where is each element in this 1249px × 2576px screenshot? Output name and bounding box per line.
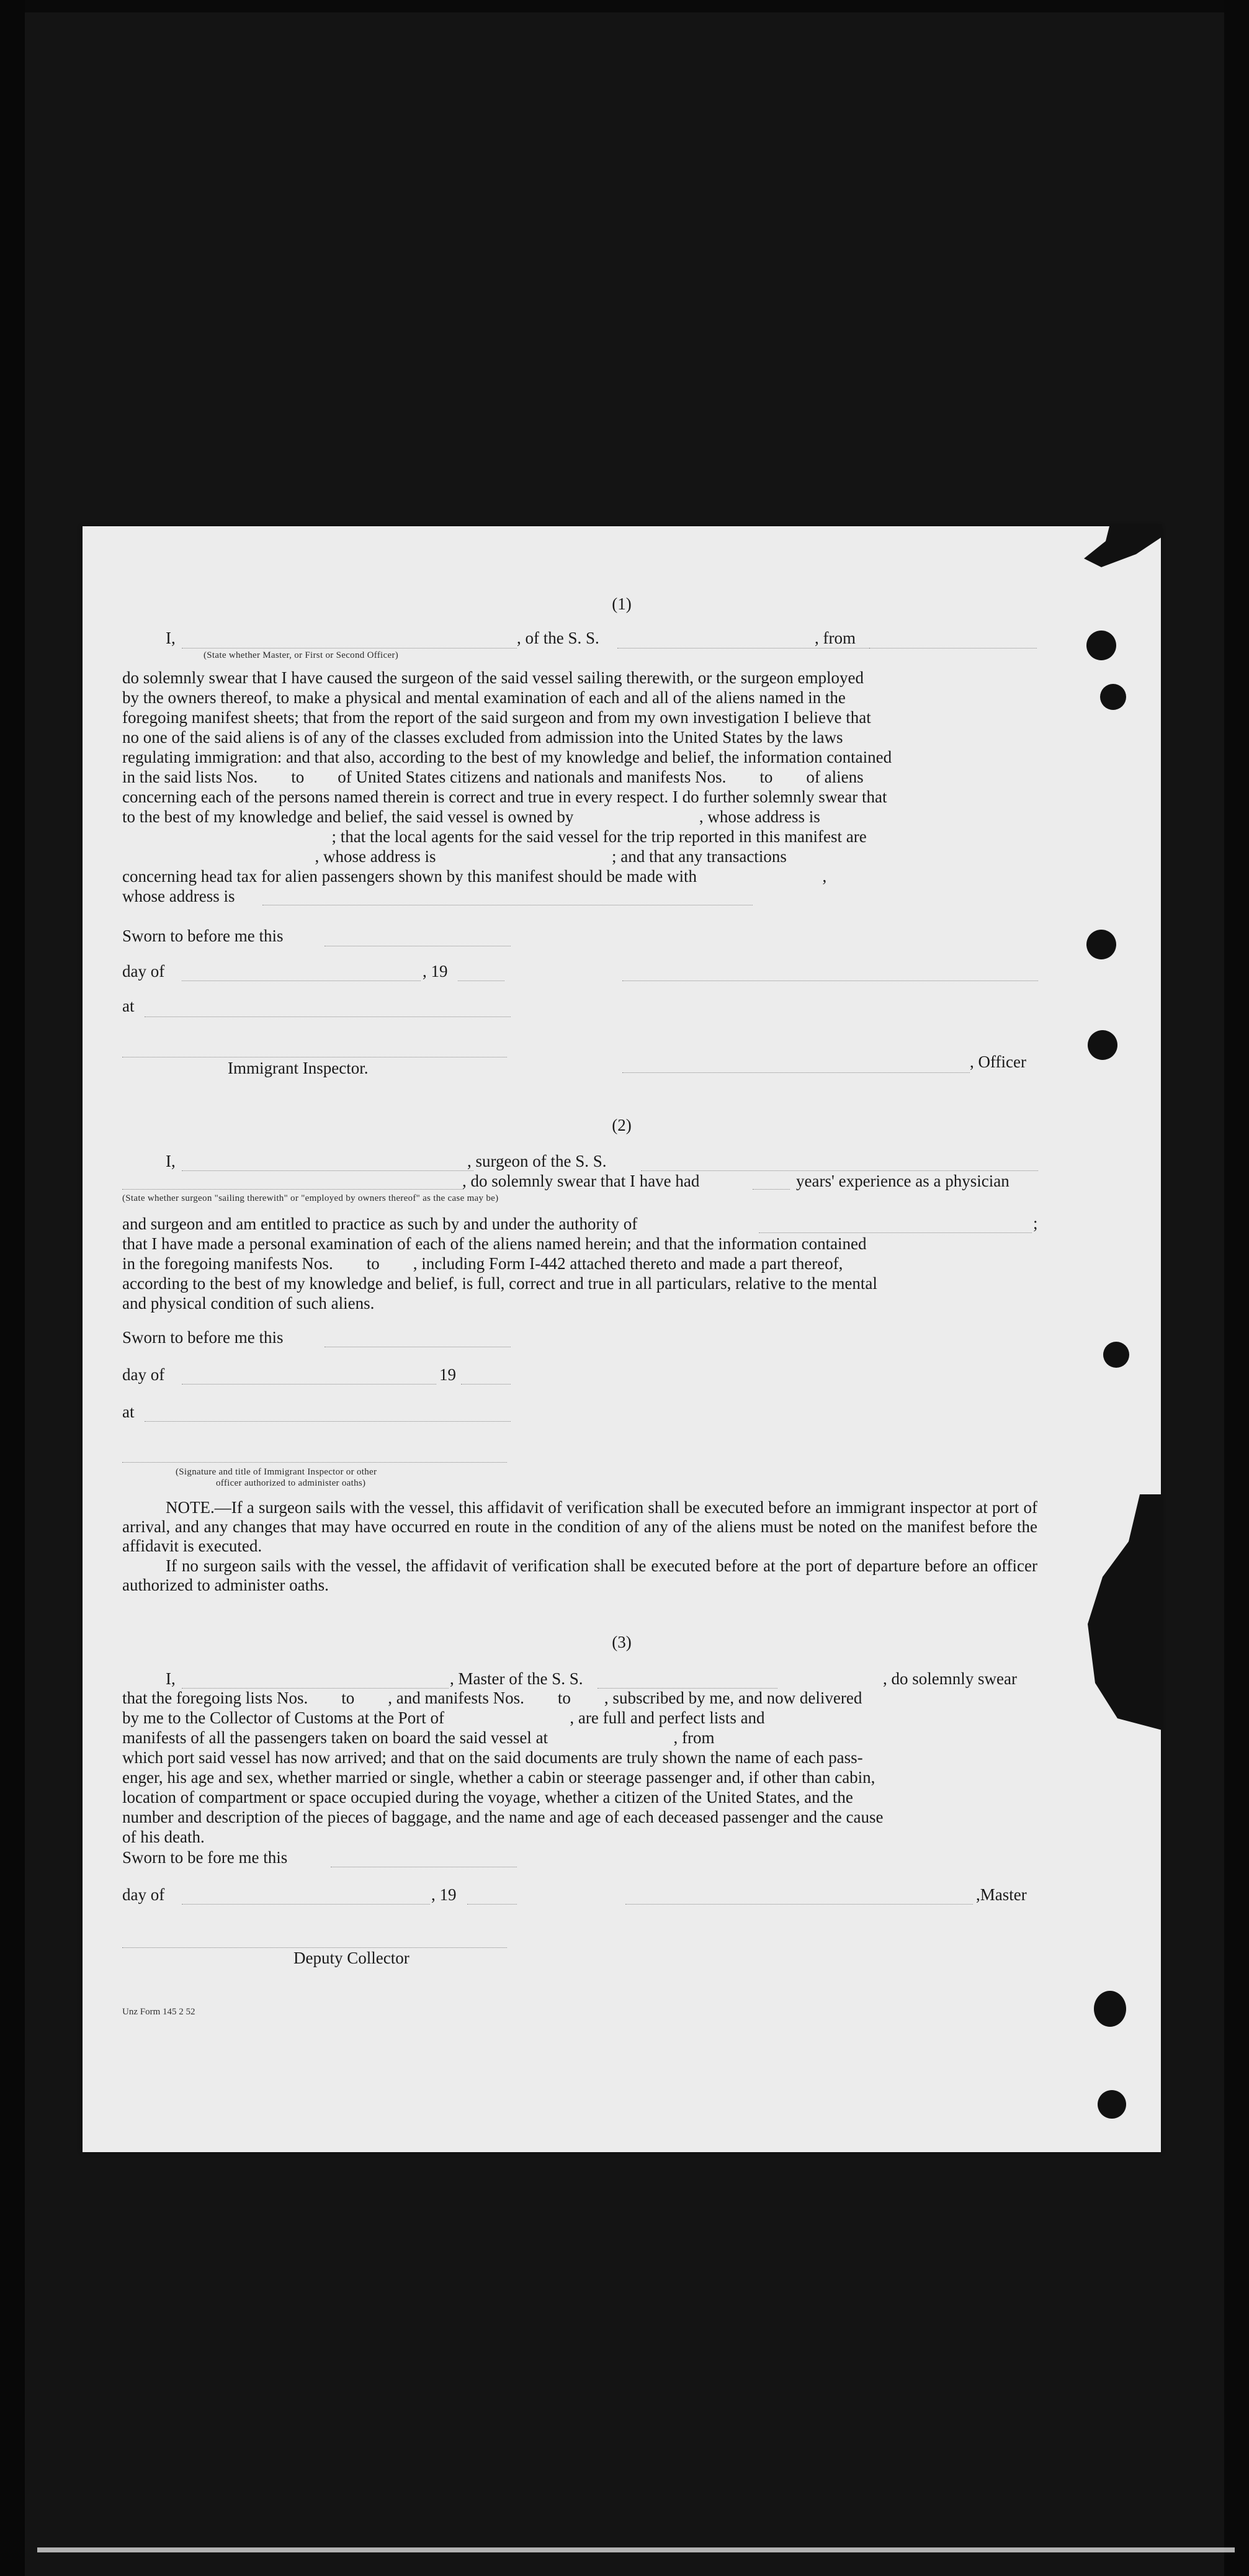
caption-officer: (State whether Master, or First or Second Officer) [204, 650, 399, 660]
paragraph-line: which port said vessel has now arrived; and that on the said documents are truly shown the name of each pass- [122, 1748, 863, 1767]
note-1: NOTE.—If a surgeon sails with the vessel, this affidavit of verification shall be executed before an immigrant inspector at port of arrival, and any changes that may have occurred en route in the condition of any of the aliens must be noted on the manifest before the affidavit is executed. [122, 1498, 1037, 1555]
paragraph-line: whose address is [122, 887, 235, 905]
paragraph-line: number and description of the pieces of baggage, and the name and age of each deceased passenger and the cause [122, 1808, 884, 1826]
section-1-number: (1) [612, 595, 632, 613]
punch-hole [1103, 1342, 1129, 1368]
signature-line-2[interactable] [122, 1462, 507, 1463]
punch-hole [1098, 2090, 1126, 2119]
punch-hole [1086, 930, 1116, 959]
paragraph-line: of his death. [122, 1828, 205, 1846]
immigrant-inspector-label: Immigrant Inspector. [228, 1059, 369, 1077]
section-1-of-ss: , of the S. S. [517, 629, 599, 647]
paragraph-line: , whose address is ; and that any transactions [122, 847, 787, 866]
master-signature-line[interactable] [625, 1904, 973, 1905]
paragraph-line: by me to the Collector of Customs at the Port of , are full and perfect lists and [122, 1708, 765, 1727]
paragraph-line: according to the best of my knowledge and belief, is full, correct and true in all particulars, relative to the mental [122, 1274, 877, 1293]
torn-edge-middle-right [1088, 1494, 1162, 1730]
deputy-collector-label: Deputy Collector [293, 1949, 410, 1967]
at-place-field-1[interactable] [145, 1016, 511, 1017]
film-edge-right [1224, 0, 1249, 2576]
deputy-collector-signature-line[interactable] [122, 1947, 507, 1948]
punch-hole [1088, 1030, 1117, 1060]
authority-field[interactable] [759, 1232, 1032, 1233]
master-label: ,Master [976, 1885, 1027, 1904]
section-2-paragraph [122, 1214, 1037, 1313]
film-edge-left [0, 0, 25, 2576]
paragraph-line: by the owners thereof, to make a physical and mental examination of each and all of the aliens named in the [122, 688, 846, 707]
section-2-i: I, [166, 1152, 176, 1170]
year-3: , 19 [431, 1885, 457, 1904]
document-page [83, 526, 1161, 2152]
year-field-3[interactable] [467, 1904, 517, 1905]
day-of-2: day of [122, 1365, 165, 1384]
paragraph-line: and physical condition of such aliens. [122, 1294, 375, 1313]
film-edge-top [0, 0, 1249, 12]
surgeon-of-ss: , surgeon of the S. S. [467, 1152, 607, 1170]
punch-hole [1100, 684, 1126, 710]
form-number: Unz Form 145 2 52 [122, 2007, 195, 2017]
section-3-i: I, [166, 1669, 176, 1688]
section-1-i: I, [166, 629, 176, 647]
years-experience-field[interactable] [753, 1189, 790, 1190]
paragraph-line: location of compartment or space occupied during the voyage, whether a citizen of the United States, and the [122, 1788, 853, 1806]
sworn-before-2: Sworn to before me this [122, 1328, 284, 1347]
month-field-3[interactable] [182, 1904, 430, 1905]
officer-label: , Officer [970, 1052, 1026, 1071]
swear-had: , do solemnly swear that I have had [462, 1172, 700, 1190]
section-3-paragraph [122, 1688, 1037, 1847]
paragraph-line: in the said lists Nos. to of United States citizens and nationals and manifests Nos. to of aliens [122, 768, 864, 786]
caption-signature-1: (Signature and title of Immigrant Inspector or other [176, 1467, 377, 1477]
paragraph-line: that I have made a personal examination of each of the aliens named herein; and that the information contained [122, 1234, 867, 1253]
paragraph-line: to the best of my knowledge and belief, the said vessel is owned by , whose address is [122, 807, 820, 826]
section-3-number: (3) [612, 1633, 632, 1651]
paragraph-line: regulating immigration: and that also, according to the best of my knowledge and belief, the information contained [122, 748, 892, 766]
surgeon-type-field[interactable] [122, 1189, 463, 1190]
year-2: 19 [439, 1365, 456, 1384]
paragraph-line: concerning head tax for alien passengers shown by this manifest should be made with , [122, 867, 827, 886]
sworn-before-3: Sworn to be fore me this [122, 1848, 288, 1867]
punch-hole [1094, 1991, 1126, 2027]
section-2-number: (2) [612, 1116, 632, 1134]
years-experience-text: years' experience as a physician [796, 1172, 1009, 1190]
section-1-paragraph [122, 668, 1037, 906]
paragraph-line: foregoing manifest sheets; that from the report of the said surgeon and from my own investigation I believe that [122, 708, 871, 727]
torn-corner-top-right [1075, 524, 1162, 567]
at-place-field-2[interactable] [145, 1421, 511, 1422]
paragraph-line: that the foregoing lists Nos. to , and manifests Nos. to , subscribed by me, and now delivered [122, 1689, 862, 1707]
day-of-3: day of [122, 1885, 165, 1904]
at-1: at [122, 997, 135, 1015]
paragraph-line: do solemnly swear that I have caused the surgeon of the said vessel sailing therewith, or the surgeon employed [122, 668, 864, 687]
surgeon-vessel-field[interactable] [641, 1170, 1038, 1171]
paragraph-line: concerning each of the persons named therein is correct and true in every respect. I do further solemnly swear that [122, 788, 887, 806]
surgeon-name-field[interactable] [182, 1170, 473, 1171]
paragraph-line: enger, his age and sex, whether married or single, whether a cabin or steerage passenger and, if other than cabin, [122, 1768, 875, 1787]
paragraph-line: and surgeon and am entitled to practice as such by and under the authority of [122, 1214, 638, 1233]
paragraph-line: no one of the said aliens is of any of the classes excluded from admission into the United States by the laws [122, 728, 843, 747]
film-edge-bottom [37, 2547, 1235, 2552]
section-1-from: , from [815, 629, 856, 647]
sworn-before-1: Sworn to before me this [122, 927, 284, 945]
authority-semicolon: ; [1033, 1214, 1038, 1232]
do-solemnly-swear: , do solemnly swear [883, 1669, 1017, 1688]
master-of-ss: , Master of the S. S. [450, 1669, 583, 1688]
year-1: , 19 [423, 962, 448, 981]
note-2: If no surgeon sails with the vessel, the affidavit of verification shall be executed before at the port of departure before an officer authorized to administer oaths. [122, 1556, 1037, 1594]
paragraph-line: ; that the local agents for the said vessel for the trip reported in this manifest are [122, 827, 867, 846]
caption-surgeon: (State whether surgeon "sailing therewith" or "employed by owners thereof" as the case may be) [122, 1193, 499, 1203]
at-2: at [122, 1402, 135, 1421]
officer-signature-line[interactable] [622, 1072, 970, 1073]
paragraph-line: manifests of all the passengers taken on board the said vessel at , from [122, 1728, 715, 1747]
caption-signature-2: officer authorized to administer oaths) [216, 1478, 366, 1488]
day-of-1: day of [122, 962, 165, 981]
punch-hole [1086, 631, 1116, 660]
paragraph-line: in the foregoing manifests Nos. to , including Form I-442 attached thereto and made a part thereof, [122, 1254, 843, 1273]
